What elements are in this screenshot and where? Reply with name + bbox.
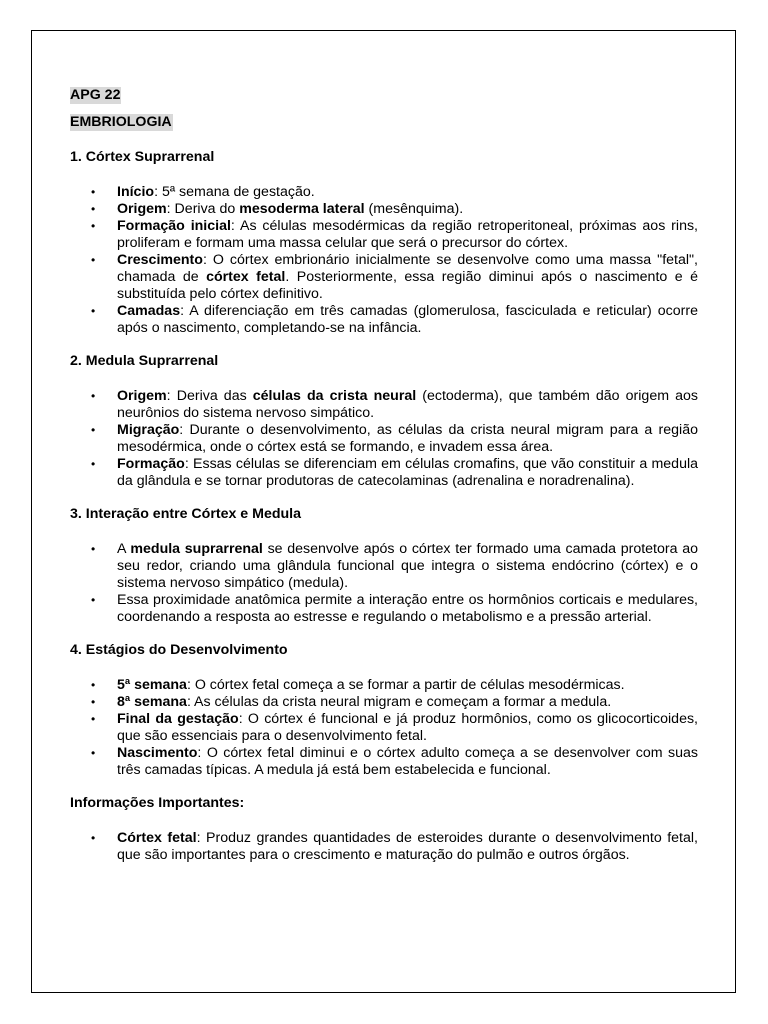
bold-term: 8ª semana <box>117 694 187 710</box>
bullet-list <box>70 830 698 864</box>
section-title: 1. Córtex Suprarrenal <box>70 149 215 165</box>
section-title: 2. Medula Suprarrenal <box>70 353 219 369</box>
list-item: • Final da gestação: O córtex é funcional e já produz hormônios, como os glicocorticoides, que são essenciais para o desenvolvimento fetal. <box>70 711 698 745</box>
bold-term: 5ª semana <box>117 677 187 693</box>
list-item: • Nascimento: O córtex fetal diminui e o córtex adulto começa a se desenvolver com suas três camadas típicas. A medula já está bem estabelecida e funcional. <box>70 745 698 779</box>
bold-term: Origem <box>117 201 167 217</box>
subject-label: EMBRIOLOGIA <box>70 114 172 130</box>
apg-label: APG 22 <box>70 87 121 103</box>
section-title: Informações Importantes: <box>70 795 245 811</box>
section-title: 4. Estágios do Desenvolvimento <box>70 642 288 658</box>
bold-term: Início <box>117 184 155 200</box>
list-item: • 5ª semana: O córtex fetal começa a se formar a partir de células mesodérmicas. <box>70 677 698 694</box>
bullet-list <box>70 388 698 490</box>
bold-term: mesoderma lateral <box>239 201 365 217</box>
bold-term: Córtex fetal <box>117 830 197 846</box>
section-title: 3. Interação entre Córtex e Medula <box>70 506 302 522</box>
bold-term: medula suprarrenal <box>130 541 263 557</box>
list-item: • Formação inicial: As células mesodérmicas da região retroperitoneal, próximas aos rins, proliferam e formam uma massa celular que será o precursor do córtex. <box>70 218 698 252</box>
bold-term: Crescimento <box>117 252 203 268</box>
list-item: • Córtex fetal: Produz grandes quantidades de esteroides durante o desenvolvimento fetal, que são importantes para o crescimento e maturação do pulmão e outros órgãos. <box>70 830 698 864</box>
bold-term: Origem <box>117 388 167 404</box>
bold-term: Migração <box>117 422 180 438</box>
list-item: • Origem: Deriva das células da crista neural (ectoderma), que também dão origem aos neurônios do sistema nervoso simpático. <box>70 388 698 422</box>
list-item: • A medula suprarrenal se desenvolve após o córtex ter formado uma camada protetora ao seu redor, criando uma glândula funcional que integra o sistema endócrino (córtex) e o sistema nervoso simpático (medula). <box>70 541 698 592</box>
list-item: • Início: 5ª semana de gestação. <box>70 184 698 201</box>
list-item: • 8ª semana: As células da crista neural migram e começam a formar a medula. <box>70 694 698 711</box>
bold-term: Formação inicial <box>117 218 231 234</box>
list-item: • Formação: Essas células se diferenciam em células cromafins, que vão constituir a medula da glândula e se tornar produtoras de catecolaminas (adrenalina e noradrenalina). <box>70 456 698 490</box>
bold-term: Camadas <box>117 303 181 319</box>
list-item: • Crescimento: O córtex embrionário inicialmente se desenvolve como uma massa "fetal", chamada de córtex fetal. Posteriormente, essa região diminui após o nascimento e é substituída pelo córtex definitivo. <box>70 252 698 303</box>
bold-term: Nascimento <box>117 745 198 761</box>
list-item: • Essa proximidade anatômica permite a interação entre os hormônios corticais e medulares, coordenando a resposta ao estresse e regulando o metabolismo e a pressão arterial. <box>70 592 698 626</box>
list-item: • Camadas: A diferenciação em três camadas (glomerulosa, fasciculada e reticular) ocorre após o nascimento, completando-se na infância. <box>70 303 698 337</box>
bold-term: Formação <box>117 456 185 472</box>
bullet-list <box>70 541 698 626</box>
document-page <box>31 30 736 993</box>
apg-heading <box>70 87 698 104</box>
bold-term: células da crista neural <box>252 388 417 404</box>
document-content <box>70 87 698 880</box>
list-item: • Migração: Durante o desenvolvimento, as células da crista neural migram para a região mesodérmica, onde o córtex está se formando, e invadem essa área. <box>70 422 698 456</box>
sections-container <box>70 149 698 864</box>
list-item: • Origem: Deriva do mesoderma lateral (mesênquima). <box>70 201 698 218</box>
bullet-list <box>70 184 698 337</box>
bold-term: córtex fetal <box>206 269 286 285</box>
bullet-list <box>70 677 698 779</box>
subject-heading <box>70 114 698 131</box>
bold-term: Final da gestação <box>117 711 239 727</box>
